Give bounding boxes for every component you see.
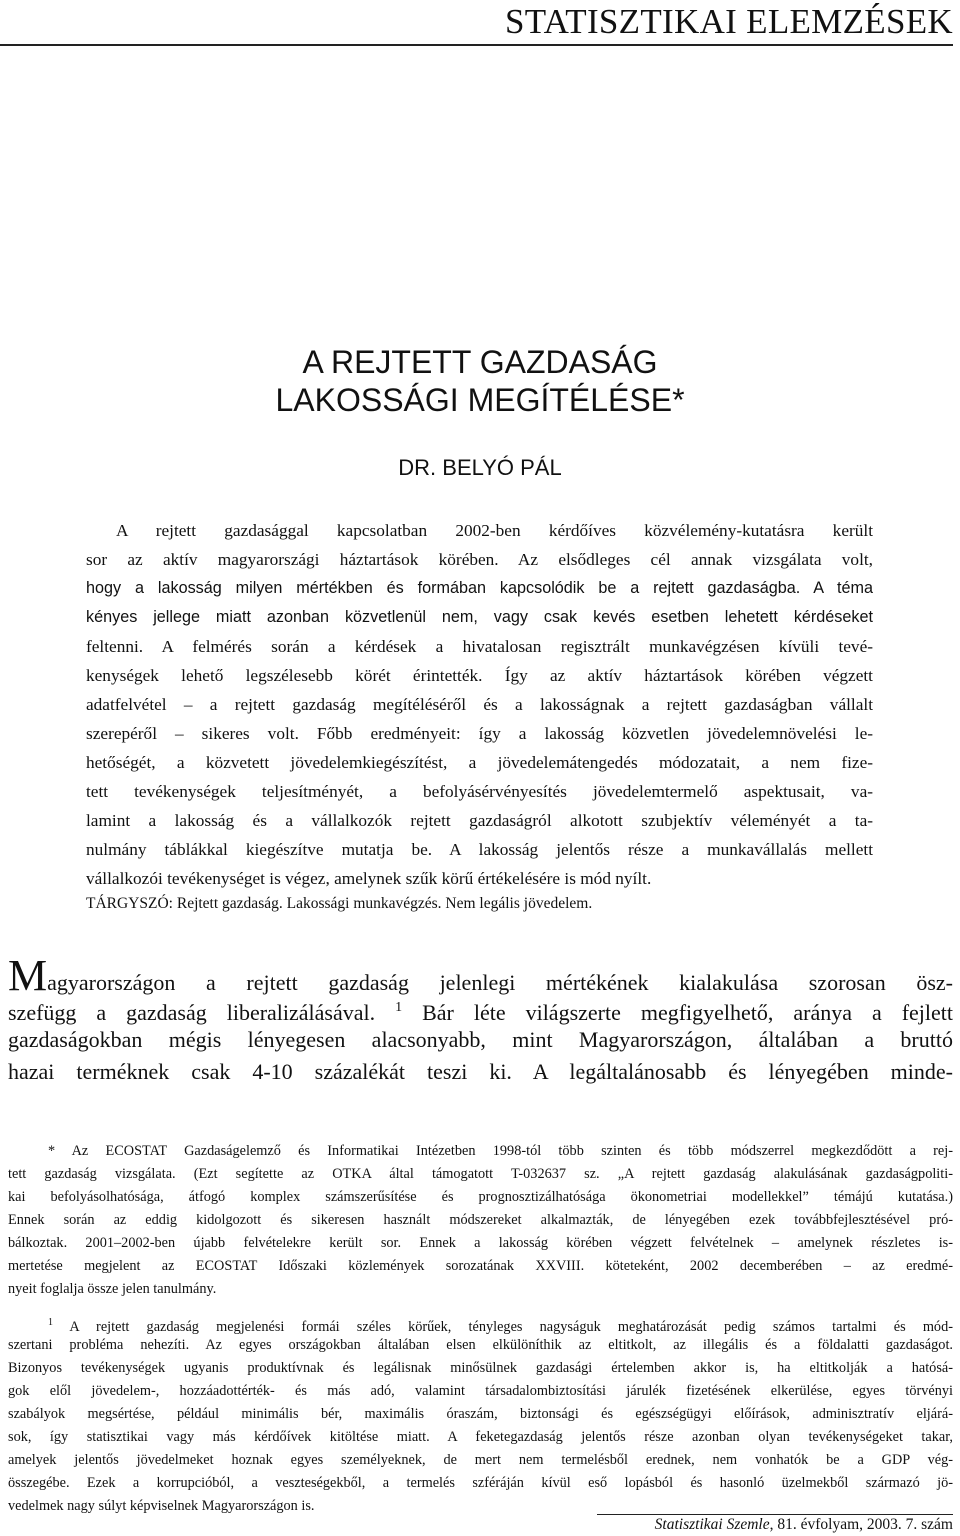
body-line: gazdaságokban mégis lényegesen alacsonyabb, mint Magyarországon, általában a bruttó	[8, 1027, 953, 1052]
footnote-line: mertetése megjelent az ECOSTAT Időszaki közlemények sorozatának XXVIII. köteteként, 2002 decemberében – az eredmé-	[8, 1258, 953, 1274]
footnote-line: Bizonyos tevékenységek ugyanis produktívnak és legálisnak minősülnek gazdasági értelemben akkor is, ha eltitkolják a hatósá-	[8, 1360, 953, 1376]
journal-volume: , 81. évfolyam, 2003. 7. szám	[769, 1516, 953, 1533]
abstract-line: hetőségét, a közvetett jövedelemkiegészítést, a jövedelemátengedés módozatait, a nem fize-	[86, 753, 873, 772]
body-line-text: szefügg a gazdaság liberalizálásával.	[8, 1000, 376, 1025]
footnote-line: összegébe. Ezek a korrupcióból, a veszteségekből, a termelés szféráján kívül eső lopásból és hasonló üzelmekből származó jö-	[8, 1475, 953, 1491]
abstract-line: nulmány táblákkal kiegészítve mutatja be. A lakosság jelentős része a munkavállalás mellett	[86, 840, 873, 859]
abstract-line: kenységek lehető legszélesebb körét érintették. Így az aktív háztartások körében végzett	[86, 666, 873, 685]
body-text	[8, 951, 954, 1088]
footnote-line	[8, 1311, 953, 1334]
footnote-line: Ennek során az eddig kidolgozott és sikeresen használt módszereket alkalmazták, de lényegében ezek továbbfejlesztésével pró-	[8, 1212, 953, 1228]
abstract-line: tett tevékenységek teljesítményét, a befolyásérvényesítés jövedelemtermelő aspektusait, va-	[86, 782, 873, 801]
abstract-line: lamint a lakosság és a vállalkozók rejtett gazdaságról alkotott szubjektív véleményét a ta-	[86, 811, 873, 830]
keywords: TÁRGYSZÓ: Rejtett gazdaság. Lakossági munkavégzés. Nem legális jövedelem.	[86, 895, 593, 912]
footnote-line: sok, így statisztikai vagy más kérdőívek kitöltése miatt. A feketegazdaság jelentős része azonban olyan tevékenységeket takar,	[8, 1429, 953, 1445]
footnote-line: kai befolyásolhatósága, átfogó komplex számszerűsítése és prognosztizálhatósága ökonometriai modellekkel” témájú kutatása.)	[8, 1189, 953, 1205]
abstract-line: kényes jellege miatt azonban közvetlenül nem, vagy csak kevés esetben lehetett kérdéseket	[86, 608, 873, 626]
footnote-marker: 1	[48, 1317, 53, 1328]
abstract-line: szerepéről – sikeres volt. Főbb eredményeit: így a lakosság közvetlen jövedelemnövelési le-	[86, 724, 873, 743]
body-line-text: Bár léte világszerte megfigyelhető, aránya a fejlett	[422, 1000, 954, 1025]
footnote-line: gok elől jövedelem-, hozzáadottérték- és más adó, valamint társadalombiztosítási járulék fizetésének elkerülése, egyes törvényi	[8, 1383, 953, 1399]
body-line: hazai terméknek csak 4-10 százalékát teszi ki. A legáltalánosabb és lényegében minde-	[8, 1059, 953, 1084]
journal-footer	[655, 1514, 953, 1536]
body-line-text: agyarországon a rejtett gazdaság jelenlegi mértékének kialakulása szorosan ösz-	[47, 970, 953, 995]
footnote-gap	[8, 1301, 953, 1311]
abstract-line: A rejtett gazdasággal kapcsolatban 2002-ben kérdőíves közvélemény-kutatásra került	[116, 521, 873, 540]
footnote-line: bálkoztak. 2001–2002-ben újabb felvételekre került sor. Ennek a lakosság körében végzett felvételnek – amelynek részletes is-	[8, 1235, 953, 1251]
footnote-line: vedelmek nagy súlyt képviselnek Magyarországon is.	[8, 1498, 315, 1514]
section-title: STATISZTIKAI ELEMZÉSEK	[504, 2, 953, 41]
footnote-reference: 1	[395, 1000, 403, 1015]
footnote-line: szabályok megsértése, például minimális bér, maximális óraszám, biztonsági és egészségügyi előírások, adminisztratív eljárá-	[8, 1406, 953, 1422]
abstract-line: vállalkozói tevékenységet is végez, amelynek szűk körű értékelésére is mód nyílt.	[86, 869, 652, 888]
article-title-line1: A REJTETT GAZDASÁG	[302, 344, 658, 380]
footnote-line: tett gazdaság vizsgálata. (Ezt segítette az OTKA által támogatott T-032637 sz. „A rejtett gazdaság alakulásának gazdaságpoliti-	[8, 1166, 953, 1182]
footnote-line: nyeit foglalja össze jelen tanulmány.	[8, 1281, 217, 1297]
drop-cap: M	[8, 951, 48, 1000]
body-line	[8, 992, 953, 1024]
footnotes	[8, 1140, 953, 1518]
page-header	[0, 0, 953, 46]
article-title-line2: LAKOSSÁGI MEGÍTÉLÉSE*	[275, 382, 685, 418]
journal-name: Statisztikai Szemle	[654, 1516, 770, 1533]
footnote-line: szertani probléma nehezíti. Az egyes országokban általában elsen elkülöníthik az eltitkolt, az illegális és a földalatti gazdaságot.	[8, 1337, 953, 1353]
abstract-line: sor az aktív magyarországi háztartások körében. Az elsődleges cél annak vizsgálata volt,	[86, 550, 873, 569]
body-line	[8, 951, 953, 1000]
abstract-line: hogy a lakosság milyen mértékben és formában kapcsolódik be a rejtett gazdaságba. A téma	[86, 579, 873, 597]
author-name: DR. BELYÓ PÁL	[398, 455, 562, 480]
footnote-line: * Az ECOSTAT Gazdaságelemző és Informatikai Intézetben 1998-tól több szinten és több módszerrel megkezdődött a rej-	[48, 1143, 953, 1159]
footnote-text: A rejtett gazdaság megjelenési formái széles körűek, tényleges nagyságuk meghatározását pedig számos tartalmi és mód-	[69, 1319, 953, 1335]
abstract	[86, 516, 873, 893]
footnote-line: amelyek jelentős jövedelmeket hoznak egyes személyeknek, de mert nem termelésből erednek, nem vonhatók be a GDP vég-	[8, 1452, 953, 1468]
abstract-line: adatfelvétel – a rejtett gazdaság megítéléséről és a lakosságnak a rejtett gazdaságban vállalt	[86, 695, 873, 714]
abstract-line: feltenni. A felmérés során a kérdések a hivatalosan regisztrált munkavégzésen kívüli tevé-	[86, 637, 873, 656]
